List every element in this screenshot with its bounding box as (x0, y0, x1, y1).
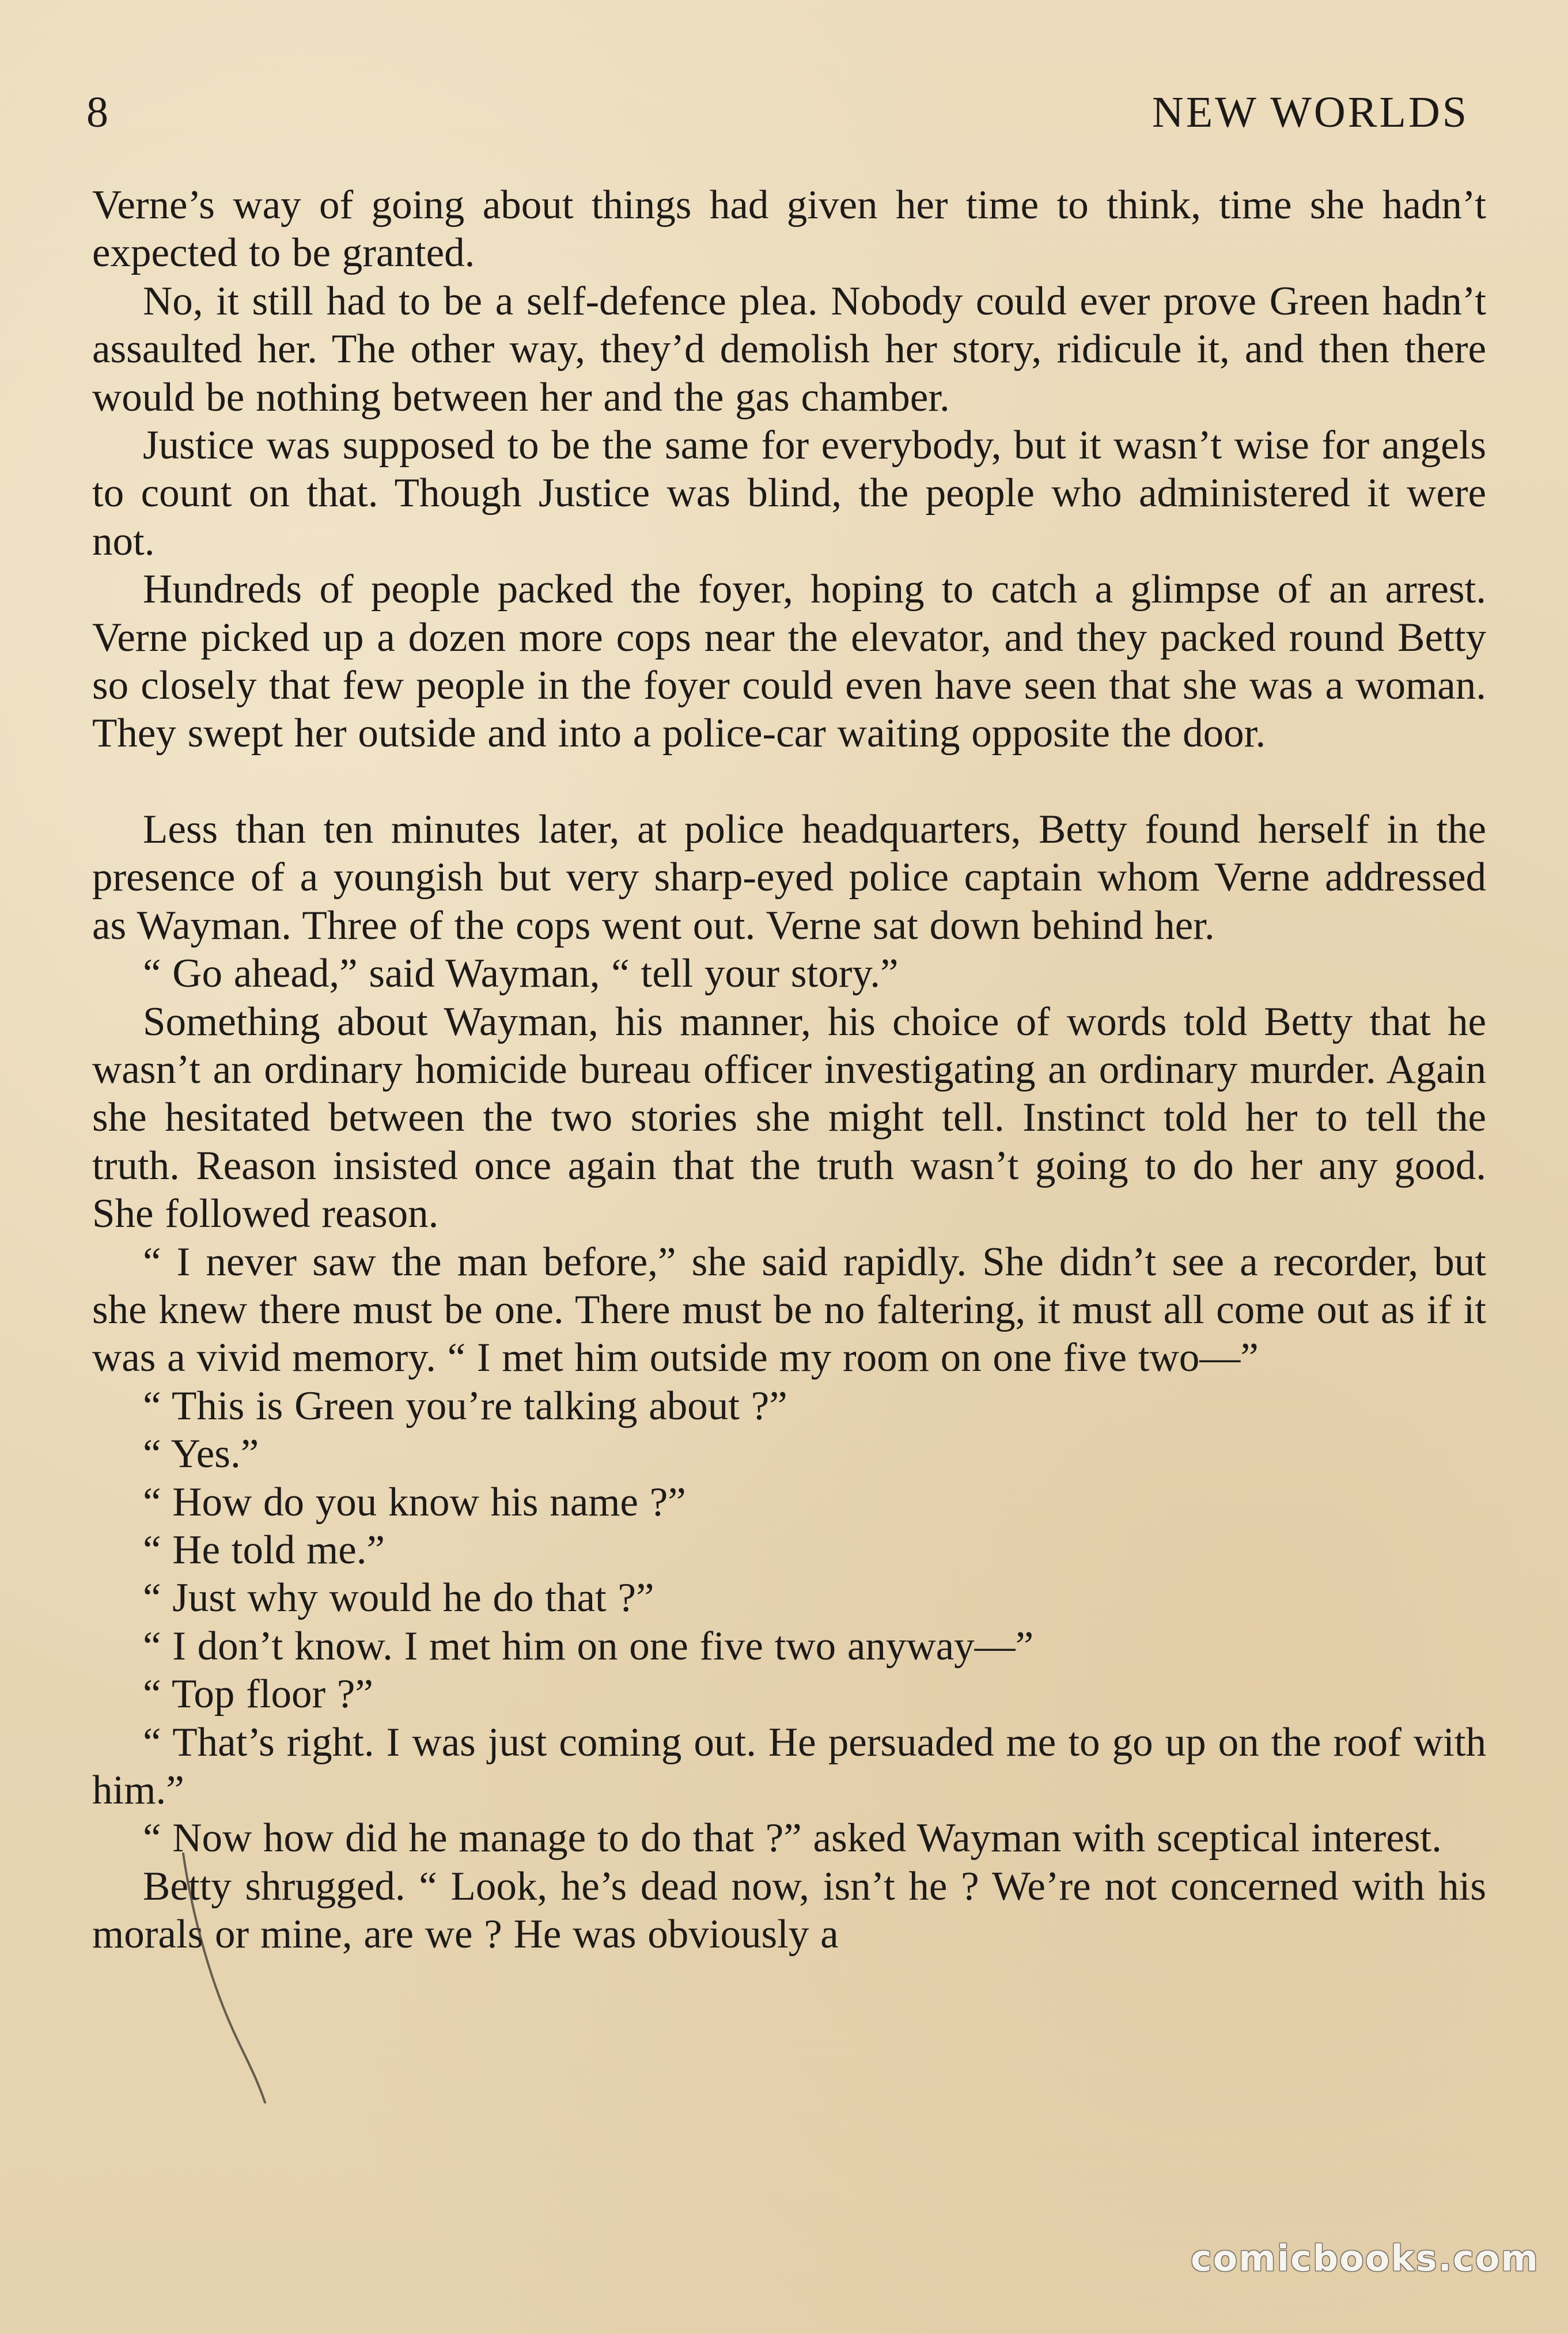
dialogue-line: “ How do you know his name ?” (143, 1479, 686, 1525)
dialogue-line: “ I don’t know. I met him on one five two anyway—” (143, 1623, 1034, 1669)
dialogue-line: “ Go ahead,” said Wayman, “ tell your story.” (143, 951, 899, 997)
paragraph: Less than ten minutes later, at police headquarters, Betty found herself in the presence of a youngish but very sharp-eyed police captain whom Verne addressed as Wayman. Three of the cops went out. Verne sat down behind her. (92, 806, 1486, 948)
paragraph: Justice was supposed to be the same for everybody, but it wasn’t wise for angels to count on that. Though Justice was blind, the people who administered it were not. (92, 423, 1486, 564)
dialogue-line: “ This is Green you’re talking about ?” (143, 1383, 787, 1429)
dialogue-line: “ He told me.” (143, 1527, 385, 1573)
paragraph: Verne’s way of going about things had given her time to think, time she hadn’t expected to be granted. (92, 183, 1486, 276)
paragraph: Hundreds of people packed the foyer, hoping to catch a glimpse of an arrest. Verne picked up a dozen more cops near the elevator, and they packed round Betty so closely that few people in the foyer could even have seen that she was a woman. They swept her outside and into a police-car waiting opposite the door. (92, 567, 1486, 756)
dialogue-line: “ I never saw the man before,” she said rapidly. She didn’t see a recorder, but she knew there must be one. There must be no faltering, it must all come out as if it was a vivid memory. “ I met him outside my room on one five two—” (92, 1239, 1486, 1381)
dialogue-line: “ Just why would he do that ?” (143, 1575, 654, 1621)
paragraph: No, it still had to be a self-defence plea. Nobody could ever prove Green hadn’t assaulted her. The other way, they’d demolish her story, ridicule it, and then there would be nothing between her and the gas chamber. (92, 278, 1486, 420)
watermark: comicbooks.com (1190, 2237, 1539, 2279)
dialogue-line: “ That’s right. I was just coming out. He persuaded me to go up on the roof with him.” (92, 1719, 1486, 1813)
dialogue-line: “ Now how did he manage to do that ?” asked Wayman with sceptical interest. (143, 1816, 1442, 1861)
dialogue-line: “ Top floor ?” (143, 1672, 373, 1717)
dialogue-line: “ Yes.” (143, 1431, 259, 1477)
body-text (92, 181, 1486, 1959)
running-head (86, 81, 1469, 144)
paragraph: Something about Wayman, his manner, his choice of words told Betty that he wasn’t an ordinary homicide bureau officer investigating an ordinary murder. Again she hesitated between the two stories she might tell. Instinct told her to tell the truth. Reason insisted once again that the truth wasn’t going to do her any good. She followed reason. (92, 999, 1486, 1237)
page-number: 8 (86, 88, 111, 137)
paragraph: Betty shrugged. “ Look, he’s dead now, isn’t he ? We’re not concerned with his morals or mine, are we ? He was obviously a (92, 1863, 1486, 1957)
running-title: NEW WORLDS (1152, 88, 1469, 137)
